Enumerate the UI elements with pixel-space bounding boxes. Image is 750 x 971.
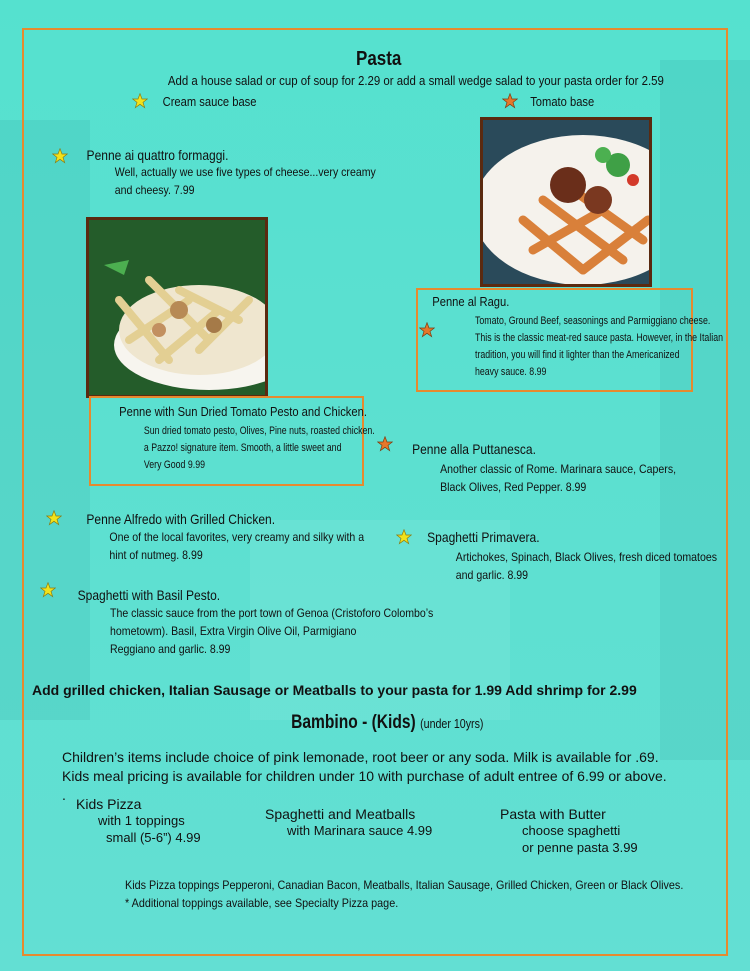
cream-star-icon	[46, 510, 62, 526]
item-name-puttanesca: Penne alla Puttanesca.	[412, 441, 536, 457]
photo-tomato-pasta	[480, 117, 652, 287]
tomato-star-icon	[419, 322, 435, 338]
item-desc-ragu: Tomato, Ground Beef, seasonings and Parmiggiano cheese. This is the classic meat-red sauce pasta. However, in the Italian tradition, you will find it lighter than the Americanized heavy sauce. 8.99	[474, 315, 723, 378]
cream-star-icon	[396, 529, 412, 545]
kids-footnotes: Kids Pizza toppings Pepperoni, Canadian Bacon, Meatballs, Italian Sausage, Grilled Chicken, Green or Black Olives. * Additional toppings available, see Specialty Pizza page.	[125, 878, 684, 910]
item-desc-pesto-chicken: Sun dried tomato pesto, Olives, Pine nuts, roasted chicken. a Pazzo! signature item. Smooth, a little sweet and Very Good 9.99	[143, 425, 375, 471]
kids-item-spaghetti: Spaghetti and Meatballs with Marinara sauce 4.99	[265, 806, 433, 838]
tomato-star-icon	[502, 93, 518, 109]
item-name-basil: Spaghetti with Basil Pesto.	[77, 587, 221, 603]
item-desc-puttanesca: Another classic of Rome. Marinara sauce, Capers, Black Olives, Red Pepper. 8.99	[440, 462, 677, 494]
tomato-star-icon	[377, 436, 393, 452]
item-name-quattro: Penne ai quattro formaggi.	[86, 147, 229, 163]
cream-star-icon	[52, 148, 68, 164]
kids-item-butter: Pasta with Butter choose spaghetti or penne pasta 3.99	[500, 806, 638, 855]
legend-cream: Cream sauce base	[162, 94, 257, 109]
kids-intro: Children’s items include choice of pink lemonade, root beer or any soda. Milk is available for .69. Kids meal pricing is available for children under 10 with purchase of adult entree of 6.99 or above. .	[62, 749, 667, 803]
item-name-pesto-chicken: Penne with Sun Dried Tomato Pesto and Chicken.	[119, 404, 367, 419]
item-name-primavera: Spaghetti Primavera.	[427, 529, 540, 545]
item-desc-quattro: Well, actually we use five types of cheese...very creamy and cheesy. 7.99	[114, 165, 376, 197]
item-desc-primavera: Artichokes, Spinach, Black Olives, fresh diced tomatoes and garlic. 8.99	[455, 550, 718, 582]
kids-title: Bambino - (Kids) (under 10yrs)	[291, 712, 484, 733]
item-name-alfredo: Penne Alfredo with Grilled Chicken.	[86, 511, 276, 527]
legend-tomato: Tomato base	[530, 94, 595, 109]
page-subtitle: Add a house salad or cup of soup for 2.29 or add a small wedge salad to your pasta order for 2.59	[167, 73, 664, 88]
photo-cream-pasta	[86, 217, 268, 398]
item-name-ragu: Penne al Ragu.	[432, 294, 510, 309]
kids-item-pizza: Kids Pizza with 1 toppings small (5-6”) 4.99	[76, 796, 201, 845]
item-desc-basil: The classic sauce from the port town of Genoa (Cristoforo Colombo’s hometowm). Basil, Extra Virgin Olive Oil, Parmigiano Reggiano and garlic. 8.99	[110, 606, 434, 656]
cream-star-icon	[132, 93, 148, 109]
addons-line: Add grilled chicken, Italian Sausage or Meatballs to your pasta for 1.99 Add shrimp for 2.99	[32, 682, 637, 698]
page-title: Pasta	[356, 48, 402, 70]
item-desc-alfredo: One of the local favorites, very creamy and silky with a hint of nutmeg. 8.99	[109, 530, 365, 562]
cream-star-icon	[40, 582, 56, 598]
